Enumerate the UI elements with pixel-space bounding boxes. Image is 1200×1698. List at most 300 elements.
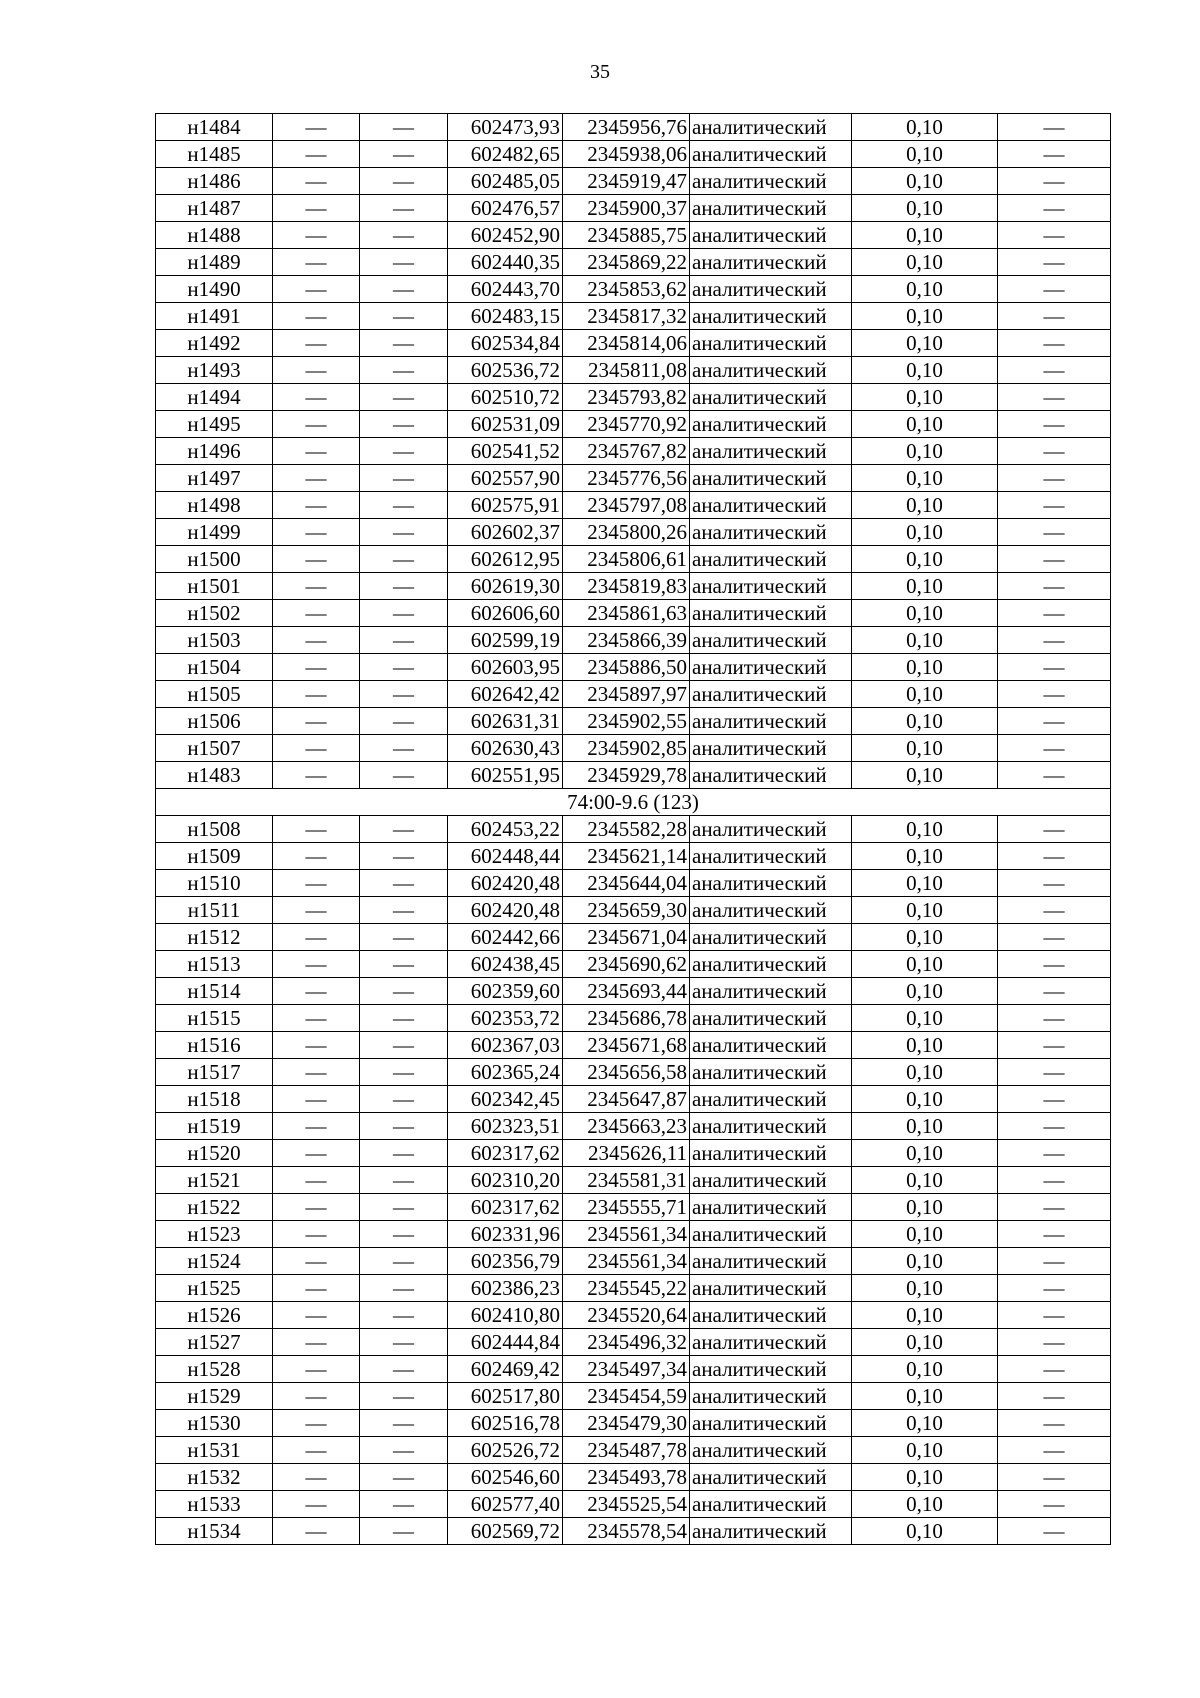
prev-y-cell: —: [360, 519, 448, 546]
description-cell: —: [998, 195, 1111, 222]
y-coordinate-cell: 2345956,76: [563, 114, 690, 141]
table-row: [156, 1113, 1111, 1140]
x-coordinate-cell: 602557,90: [448, 465, 563, 492]
prev-x-cell: —: [273, 330, 360, 357]
x-coordinate-cell: 602353,72: [448, 1005, 563, 1032]
point-name-cell: н1516: [156, 1032, 273, 1059]
method-cell: аналитический: [690, 168, 852, 195]
point-name-cell: н1528: [156, 1356, 273, 1383]
y-coordinate-cell: 2345770,92: [563, 411, 690, 438]
description-cell: —: [998, 519, 1111, 546]
y-coordinate-cell: 2345811,08: [563, 357, 690, 384]
prev-x-cell: —: [273, 1329, 360, 1356]
x-coordinate-cell: 602606,60: [448, 600, 563, 627]
method-cell: аналитический: [690, 1383, 852, 1410]
x-coordinate-cell: 602599,19: [448, 627, 563, 654]
point-name-cell: н1503: [156, 627, 273, 654]
prev-x-cell: —: [273, 1383, 360, 1410]
y-coordinate-cell: 2345869,22: [563, 249, 690, 276]
point-name-cell: н1499: [156, 519, 273, 546]
x-coordinate-cell: 602526,72: [448, 1437, 563, 1464]
prev-x-cell: —: [273, 1194, 360, 1221]
point-name-cell: н1505: [156, 681, 273, 708]
method-cell: аналитический: [690, 1275, 852, 1302]
y-coordinate-cell: 2345797,08: [563, 492, 690, 519]
prev-y-cell: —: [360, 1356, 448, 1383]
table-row: [156, 924, 1111, 951]
table-row: [156, 195, 1111, 222]
point-name-cell: н1526: [156, 1302, 273, 1329]
table-row: [156, 1140, 1111, 1167]
method-cell: аналитический: [690, 708, 852, 735]
table-row: [156, 492, 1111, 519]
method-cell: аналитический: [690, 681, 852, 708]
x-coordinate-cell: 602569,72: [448, 1518, 563, 1545]
method-cell: аналитический: [690, 141, 852, 168]
prev-y-cell: —: [360, 843, 448, 870]
x-coordinate-cell: 602642,42: [448, 681, 563, 708]
prev-x-cell: —: [273, 1491, 360, 1518]
point-name-cell: н1497: [156, 465, 273, 492]
x-coordinate-cell: 602420,48: [448, 897, 563, 924]
prev-y-cell: —: [360, 276, 448, 303]
y-coordinate-cell: 2345663,23: [563, 1113, 690, 1140]
accuracy-cell: 0,10: [852, 1464, 998, 1491]
method-cell: аналитический: [690, 654, 852, 681]
prev-y-cell: —: [360, 1518, 448, 1545]
x-coordinate-cell: 602310,20: [448, 1167, 563, 1194]
x-coordinate-cell: 602452,90: [448, 222, 563, 249]
accuracy-cell: 0,10: [852, 951, 998, 978]
accuracy-cell: 0,10: [852, 519, 998, 546]
description-cell: —: [998, 897, 1111, 924]
point-name-cell: н1493: [156, 357, 273, 384]
point-name-cell: н1521: [156, 1167, 273, 1194]
prev-x-cell: —: [273, 303, 360, 330]
x-coordinate-cell: 602410,80: [448, 1302, 563, 1329]
y-coordinate-cell: 2345806,61: [563, 546, 690, 573]
accuracy-cell: 0,10: [852, 1356, 998, 1383]
table-row: [156, 1410, 1111, 1437]
prev-y-cell: —: [360, 1464, 448, 1491]
table-row: [156, 519, 1111, 546]
prev-x-cell: —: [273, 1059, 360, 1086]
prev-x-cell: —: [273, 843, 360, 870]
point-name-cell: н1501: [156, 573, 273, 600]
accuracy-cell: 0,10: [852, 1113, 998, 1140]
x-coordinate-cell: 602619,30: [448, 573, 563, 600]
accuracy-cell: 0,10: [852, 1275, 998, 1302]
y-coordinate-cell: 2345902,85: [563, 735, 690, 762]
method-cell: аналитический: [690, 384, 852, 411]
description-cell: —: [998, 1167, 1111, 1194]
x-coordinate-cell: 602517,80: [448, 1383, 563, 1410]
point-name-cell: н1500: [156, 546, 273, 573]
accuracy-cell: 0,10: [852, 1086, 998, 1113]
table-row: [156, 681, 1111, 708]
x-coordinate-cell: 602469,42: [448, 1356, 563, 1383]
accuracy-cell: 0,10: [852, 897, 998, 924]
accuracy-cell: 0,10: [852, 546, 998, 573]
prev-x-cell: —: [273, 546, 360, 573]
x-coordinate-cell: 602531,09: [448, 411, 563, 438]
x-coordinate-cell: 602317,62: [448, 1140, 563, 1167]
y-coordinate-cell: 2345621,14: [563, 843, 690, 870]
section-heading-row: [156, 789, 1111, 816]
prev-x-cell: —: [273, 357, 360, 384]
point-name-cell: н1523: [156, 1221, 273, 1248]
prev-x-cell: —: [273, 1248, 360, 1275]
prev-y-cell: —: [360, 735, 448, 762]
accuracy-cell: 0,10: [852, 708, 998, 735]
point-name-cell: н1513: [156, 951, 273, 978]
accuracy-cell: 0,10: [852, 114, 998, 141]
y-coordinate-cell: 2345555,71: [563, 1194, 690, 1221]
prev-y-cell: —: [360, 1302, 448, 1329]
point-name-cell: н1510: [156, 870, 273, 897]
method-cell: аналитический: [690, 1086, 852, 1113]
point-name-cell: н1522: [156, 1194, 273, 1221]
prev-x-cell: —: [273, 1113, 360, 1140]
accuracy-cell: 0,10: [852, 411, 998, 438]
prev-y-cell: —: [360, 1113, 448, 1140]
x-coordinate-cell: 602612,95: [448, 546, 563, 573]
point-name-cell: н1498: [156, 492, 273, 519]
method-cell: аналитический: [690, 1329, 852, 1356]
description-cell: —: [998, 1410, 1111, 1437]
point-name-cell: н1484: [156, 114, 273, 141]
x-coordinate-cell: 602438,45: [448, 951, 563, 978]
y-coordinate-cell: 2345656,58: [563, 1059, 690, 1086]
prev-x-cell: —: [273, 438, 360, 465]
x-coordinate-cell: 602444,84: [448, 1329, 563, 1356]
description-cell: —: [998, 438, 1111, 465]
y-coordinate-cell: 2345693,44: [563, 978, 690, 1005]
prev-x-cell: —: [273, 411, 360, 438]
method-cell: аналитический: [690, 735, 852, 762]
accuracy-cell: 0,10: [852, 870, 998, 897]
x-coordinate-cell: 602536,72: [448, 357, 563, 384]
description-cell: —: [998, 654, 1111, 681]
accuracy-cell: 0,10: [852, 492, 998, 519]
prev-y-cell: —: [360, 1005, 448, 1032]
point-name-cell: н1496: [156, 438, 273, 465]
x-coordinate-cell: 602367,03: [448, 1032, 563, 1059]
point-name-cell: н1502: [156, 600, 273, 627]
prev-x-cell: —: [273, 195, 360, 222]
table-row: [156, 816, 1111, 843]
y-coordinate-cell: 2345493,78: [563, 1464, 690, 1491]
prev-y-cell: —: [360, 654, 448, 681]
x-coordinate-cell: 602541,52: [448, 438, 563, 465]
method-cell: аналитический: [690, 951, 852, 978]
method-cell: аналитический: [690, 330, 852, 357]
method-cell: аналитический: [690, 357, 852, 384]
point-name-cell: н1507: [156, 735, 273, 762]
prev-y-cell: —: [360, 1194, 448, 1221]
table-row: [156, 978, 1111, 1005]
prev-y-cell: —: [360, 1329, 448, 1356]
method-cell: аналитический: [690, 870, 852, 897]
table-row: [156, 627, 1111, 654]
method-cell: аналитический: [690, 1302, 852, 1329]
prev-y-cell: —: [360, 1167, 448, 1194]
x-coordinate-cell: 602443,70: [448, 276, 563, 303]
y-coordinate-cell: 2345861,63: [563, 600, 690, 627]
y-coordinate-cell: 2345767,82: [563, 438, 690, 465]
x-coordinate-cell: 602534,84: [448, 330, 563, 357]
description-cell: —: [998, 1032, 1111, 1059]
x-coordinate-cell: 602631,31: [448, 708, 563, 735]
point-name-cell: н1494: [156, 384, 273, 411]
prev-y-cell: —: [360, 924, 448, 951]
prev-y-cell: —: [360, 303, 448, 330]
table-row: [156, 573, 1111, 600]
prev-x-cell: —: [273, 1464, 360, 1491]
y-coordinate-cell: 2345659,30: [563, 897, 690, 924]
table-row: [156, 1221, 1111, 1248]
description-cell: —: [998, 681, 1111, 708]
accuracy-cell: 0,10: [852, 816, 998, 843]
point-name-cell: н1515: [156, 1005, 273, 1032]
description-cell: —: [998, 924, 1111, 951]
prev-y-cell: —: [360, 1086, 448, 1113]
prev-x-cell: —: [273, 627, 360, 654]
prev-x-cell: —: [273, 168, 360, 195]
description-cell: —: [998, 465, 1111, 492]
method-cell: аналитический: [690, 114, 852, 141]
prev-y-cell: —: [360, 1059, 448, 1086]
method-cell: аналитический: [690, 573, 852, 600]
y-coordinate-cell: 2345897,97: [563, 681, 690, 708]
y-coordinate-cell: 2345800,26: [563, 519, 690, 546]
table-row: [156, 465, 1111, 492]
method-cell: аналитический: [690, 1410, 852, 1437]
prev-x-cell: —: [273, 600, 360, 627]
description-cell: —: [998, 573, 1111, 600]
description-cell: —: [998, 114, 1111, 141]
table-row: [156, 249, 1111, 276]
table-row: [156, 276, 1111, 303]
description-cell: —: [998, 249, 1111, 276]
method-cell: аналитический: [690, 924, 852, 951]
x-coordinate-cell: 602476,57: [448, 195, 563, 222]
accuracy-cell: 0,10: [852, 924, 998, 951]
prev-y-cell: —: [360, 1248, 448, 1275]
prev-x-cell: —: [273, 681, 360, 708]
y-coordinate-cell: 2345644,04: [563, 870, 690, 897]
prev-y-cell: —: [360, 573, 448, 600]
prev-x-cell: —: [273, 735, 360, 762]
prev-x-cell: —: [273, 816, 360, 843]
prev-y-cell: —: [360, 384, 448, 411]
prev-y-cell: —: [360, 330, 448, 357]
method-cell: аналитический: [690, 1167, 852, 1194]
table-row: [156, 600, 1111, 627]
method-cell: аналитический: [690, 1005, 852, 1032]
table-row: [156, 1491, 1111, 1518]
y-coordinate-cell: 2345929,78: [563, 762, 690, 789]
y-coordinate-cell: 2345487,78: [563, 1437, 690, 1464]
description-cell: —: [998, 816, 1111, 843]
description-cell: —: [998, 1491, 1111, 1518]
x-coordinate-cell: 602485,05: [448, 168, 563, 195]
description-cell: —: [998, 951, 1111, 978]
accuracy-cell: 0,10: [852, 1437, 998, 1464]
x-coordinate-cell: 602546,60: [448, 1464, 563, 1491]
prev-y-cell: —: [360, 1275, 448, 1302]
description-cell: —: [998, 384, 1111, 411]
method-cell: аналитический: [690, 276, 852, 303]
description-cell: —: [998, 600, 1111, 627]
table-row: [156, 1302, 1111, 1329]
table-row: [156, 708, 1111, 735]
point-name-cell: н1531: [156, 1437, 273, 1464]
y-coordinate-cell: 2345817,32: [563, 303, 690, 330]
point-name-cell: н1487: [156, 195, 273, 222]
table-row: [156, 222, 1111, 249]
accuracy-cell: 0,10: [852, 978, 998, 1005]
point-name-cell: н1506: [156, 708, 273, 735]
x-coordinate-cell: 602386,23: [448, 1275, 563, 1302]
accuracy-cell: 0,10: [852, 627, 998, 654]
method-cell: аналитический: [690, 438, 852, 465]
y-coordinate-cell: 2345545,22: [563, 1275, 690, 1302]
y-coordinate-cell: 2345938,06: [563, 141, 690, 168]
point-name-cell: н1529: [156, 1383, 273, 1410]
method-cell: аналитический: [690, 303, 852, 330]
description-cell: —: [998, 1518, 1111, 1545]
prev-y-cell: —: [360, 357, 448, 384]
table-row: [156, 1518, 1111, 1545]
y-coordinate-cell: 2345866,39: [563, 627, 690, 654]
x-coordinate-cell: 602577,40: [448, 1491, 563, 1518]
point-name-cell: н1532: [156, 1464, 273, 1491]
point-name-cell: н1519: [156, 1113, 273, 1140]
prev-x-cell: —: [273, 1410, 360, 1437]
y-coordinate-cell: 2345793,82: [563, 384, 690, 411]
y-coordinate-cell: 2345561,34: [563, 1248, 690, 1275]
point-name-cell: н1490: [156, 276, 273, 303]
y-coordinate-cell: 2345690,62: [563, 951, 690, 978]
accuracy-cell: 0,10: [852, 843, 998, 870]
accuracy-cell: 0,10: [852, 1410, 998, 1437]
x-coordinate-cell: 602331,96: [448, 1221, 563, 1248]
description-cell: —: [998, 546, 1111, 573]
y-coordinate-cell: 2345581,31: [563, 1167, 690, 1194]
description-cell: —: [998, 1437, 1111, 1464]
prev-x-cell: —: [273, 141, 360, 168]
point-name-cell: н1491: [156, 303, 273, 330]
accuracy-cell: 0,10: [852, 222, 998, 249]
point-name-cell: н1511: [156, 897, 273, 924]
accuracy-cell: 0,10: [852, 384, 998, 411]
point-name-cell: н1486: [156, 168, 273, 195]
x-coordinate-cell: 602356,79: [448, 1248, 563, 1275]
method-cell: аналитический: [690, 492, 852, 519]
table-row: [156, 411, 1111, 438]
method-cell: аналитический: [690, 1113, 852, 1140]
prev-x-cell: —: [273, 870, 360, 897]
method-cell: аналитический: [690, 843, 852, 870]
accuracy-cell: 0,10: [852, 303, 998, 330]
y-coordinate-cell: 2345885,75: [563, 222, 690, 249]
prev-x-cell: —: [273, 978, 360, 1005]
point-name-cell: н1492: [156, 330, 273, 357]
prev-x-cell: —: [273, 924, 360, 951]
description-cell: —: [998, 708, 1111, 735]
prev-y-cell: —: [360, 762, 448, 789]
accuracy-cell: 0,10: [852, 762, 998, 789]
description-cell: —: [998, 1059, 1111, 1086]
x-coordinate-cell: 602448,44: [448, 843, 563, 870]
description-cell: —: [998, 1383, 1111, 1410]
point-name-cell: н1504: [156, 654, 273, 681]
description-cell: —: [998, 1329, 1111, 1356]
point-name-cell: н1525: [156, 1275, 273, 1302]
x-coordinate-cell: 602365,24: [448, 1059, 563, 1086]
table-row: [156, 951, 1111, 978]
prev-x-cell: —: [273, 222, 360, 249]
prev-x-cell: —: [273, 1518, 360, 1545]
description-cell: —: [998, 1086, 1111, 1113]
accuracy-cell: 0,10: [852, 1005, 998, 1032]
x-coordinate-cell: 602575,91: [448, 492, 563, 519]
prev-y-cell: —: [360, 168, 448, 195]
x-coordinate-cell: 602630,43: [448, 735, 563, 762]
prev-y-cell: —: [360, 195, 448, 222]
x-coordinate-cell: 602603,95: [448, 654, 563, 681]
method-cell: аналитический: [690, 1032, 852, 1059]
table-row: [156, 1329, 1111, 1356]
description-cell: —: [998, 141, 1111, 168]
y-coordinate-cell: 2345626,11: [563, 1140, 690, 1167]
prev-y-cell: —: [360, 681, 448, 708]
prev-y-cell: —: [360, 141, 448, 168]
table-row: [156, 546, 1111, 573]
table-row: [156, 114, 1111, 141]
method-cell: аналитический: [690, 1464, 852, 1491]
y-coordinate-cell: 2345561,34: [563, 1221, 690, 1248]
accuracy-cell: 0,10: [852, 1140, 998, 1167]
prev-x-cell: —: [273, 762, 360, 789]
x-coordinate-cell: 602442,66: [448, 924, 563, 951]
table-row: [156, 1086, 1111, 1113]
section-heading: 74:00-9.6 (123): [156, 789, 1111, 816]
prev-y-cell: —: [360, 1140, 448, 1167]
prev-x-cell: —: [273, 1005, 360, 1032]
prev-x-cell: —: [273, 249, 360, 276]
x-coordinate-cell: 602342,45: [448, 1086, 563, 1113]
accuracy-cell: 0,10: [852, 249, 998, 276]
point-name-cell: н1483: [156, 762, 273, 789]
y-coordinate-cell: 2345902,55: [563, 708, 690, 735]
prev-y-cell: —: [360, 627, 448, 654]
accuracy-cell: 0,10: [852, 1383, 998, 1410]
table-row: [156, 762, 1111, 789]
y-coordinate-cell: 2345520,64: [563, 1302, 690, 1329]
point-name-cell: н1533: [156, 1491, 273, 1518]
method-cell: аналитический: [690, 249, 852, 276]
table-row: [156, 438, 1111, 465]
y-coordinate-cell: 2345496,32: [563, 1329, 690, 1356]
table-row: [156, 1248, 1111, 1275]
prev-x-cell: —: [273, 1032, 360, 1059]
x-coordinate-cell: 602440,35: [448, 249, 563, 276]
x-coordinate-cell: 602317,62: [448, 1194, 563, 1221]
accuracy-cell: 0,10: [852, 438, 998, 465]
description-cell: —: [998, 1302, 1111, 1329]
